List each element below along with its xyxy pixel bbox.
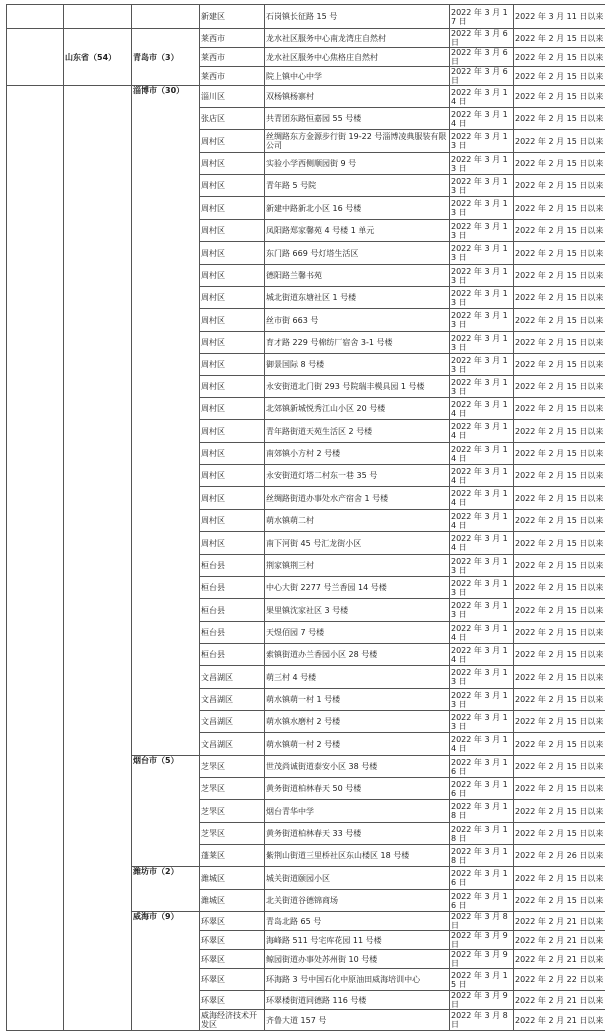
since-date-cell: 2022 年 2 月 15 日以来 bbox=[514, 622, 605, 644]
since-date-cell: 2022 年 2 月 15 日以来 bbox=[514, 800, 605, 823]
report-date-cell: 2022 年 3 月 6 日 bbox=[450, 48, 514, 67]
address-cell: 齐鲁大道 157 号 bbox=[265, 1010, 450, 1031]
report-date-cell: 2022 年 3 月 14 日 bbox=[450, 510, 514, 532]
since-date-cell: 2022 年 2 月 15 日以来 bbox=[514, 756, 605, 778]
district-cell: 周村区 bbox=[200, 532, 265, 555]
district-cell: 环翠区 bbox=[200, 912, 265, 931]
since-date-cell: 2022 年 2 月 15 日以来 bbox=[514, 86, 605, 108]
report-date-cell: 2022 年 3 月 16 日 bbox=[450, 778, 514, 800]
district-cell: 桓台县 bbox=[200, 622, 265, 644]
district-cell: 环翠区 bbox=[200, 969, 265, 991]
since-date-cell: 2022 年 2 月 21 日以来 bbox=[514, 991, 605, 1010]
since-date-cell: 2022 年 2 月 21 日以来 bbox=[514, 912, 605, 931]
address-cell: 丝绸路东方金源步行街 19-22 号淄博凌典服装有限公司 bbox=[265, 130, 450, 153]
address-cell: 萌水镇萌二村 bbox=[265, 510, 450, 532]
since-date-cell: 2022 年 2 月 15 日以来 bbox=[514, 644, 605, 666]
district-cell: 文昌湖区 bbox=[200, 733, 265, 756]
report-date-cell: 2022 年 3 月 13 日 bbox=[450, 309, 514, 332]
report-date-cell: 2022 年 3 月 13 日 bbox=[450, 689, 514, 711]
district-cell: 桓台县 bbox=[200, 599, 265, 622]
address-cell: 黄务街道柏林春天 50 号楼 bbox=[265, 778, 450, 800]
district-cell: 文昌湖区 bbox=[200, 666, 265, 689]
address-cell: 石岗镇长征路 15 号 bbox=[265, 5, 450, 29]
since-date-cell: 2022 年 2 月 15 日以来 bbox=[514, 465, 605, 487]
since-date-cell: 2022 年 2 月 15 日以来 bbox=[514, 265, 605, 287]
address-cell: 丝绸路街道办事处水产宿舍 1 号楼 bbox=[265, 487, 450, 510]
district-cell: 文昌湖区 bbox=[200, 689, 265, 711]
address-cell: 紫荆山街道三里桥社区东山楼区 18 号楼 bbox=[265, 845, 450, 867]
since-date-cell: 2022 年 2 月 15 日以来 bbox=[514, 510, 605, 532]
address-cell: 世茂尚诚街道泰安小区 38 号楼 bbox=[265, 756, 450, 778]
table-row bbox=[7, 5, 605, 29]
report-date-cell: 2022 年 3 月 14 日 bbox=[450, 487, 514, 510]
since-date-cell: 2022 年 2 月 15 日以来 bbox=[514, 666, 605, 689]
since-date-cell: 2022 年 2 月 15 日以来 bbox=[514, 220, 605, 242]
report-date-cell: 2022 年 3 月 13 日 bbox=[450, 242, 514, 265]
since-date-cell: 2022 年 2 月 15 日以来 bbox=[514, 153, 605, 175]
district-cell: 新建区 bbox=[200, 5, 265, 29]
district-cell: 周村区 bbox=[200, 130, 265, 153]
report-date-cell: 2022 年 3 月 18 日 bbox=[450, 823, 514, 845]
address-cell: 北关街道谷德锦商场 bbox=[265, 890, 450, 912]
report-date-cell: 2022 年 3 月 13 日 bbox=[450, 354, 514, 376]
report-date-cell: 2022 年 3 月 8 日 bbox=[450, 912, 514, 931]
report-date-cell: 2022 年 3 月 14 日 bbox=[450, 532, 514, 555]
since-date-cell: 2022 年 2 月 15 日以来 bbox=[514, 309, 605, 332]
district-cell: 文昌湖区 bbox=[200, 711, 265, 733]
district-cell: 环翠区 bbox=[200, 931, 265, 950]
since-date-cell: 2022 年 2 月 15 日以来 bbox=[514, 487, 605, 510]
address-cell: 实验小学西侧顺园街 9 号 bbox=[265, 153, 450, 175]
since-date-cell: 2022 年 2 月 26 日以来 bbox=[514, 845, 605, 867]
address-cell: 龙水社区服务中心焦格庄自然村 bbox=[265, 48, 450, 67]
district-cell: 莱西市 bbox=[200, 29, 265, 48]
since-date-cell: 2022 年 2 月 15 日以来 bbox=[514, 599, 605, 622]
district-cell: 桓台县 bbox=[200, 577, 265, 599]
report-date-cell: 2022 年 3 月 14 日 bbox=[450, 733, 514, 756]
report-date-cell: 2022 年 3 月 18 日 bbox=[450, 800, 514, 823]
district-cell: 周村区 bbox=[200, 420, 265, 443]
blank-cell bbox=[64, 86, 132, 1031]
blank-cell bbox=[7, 29, 64, 86]
since-date-cell: 2022 年 2 月 15 日以来 bbox=[514, 376, 605, 398]
report-date-cell: 2022 年 3 月 13 日 bbox=[450, 577, 514, 599]
address-cell: 永安街道灯塔二村东一巷 35 号 bbox=[265, 465, 450, 487]
address-cell: 环海路 3 号中国石化中原油田威海培训中心 bbox=[265, 969, 450, 991]
address-cell: 东门路 669 号灯塔生活区 bbox=[265, 242, 450, 265]
district-cell: 周村区 bbox=[200, 465, 265, 487]
since-date-cell: 2022 年 2 月 15 日以来 bbox=[514, 733, 605, 756]
report-date-cell: 2022 年 3 月 13 日 bbox=[450, 287, 514, 309]
address-cell: 青岛北路 65 号 bbox=[265, 912, 450, 931]
report-date-cell: 2022 年 3 月 13 日 bbox=[450, 220, 514, 242]
since-date-cell: 2022 年 2 月 15 日以来 bbox=[514, 711, 605, 733]
since-date-cell: 2022 年 2 月 15 日以来 bbox=[514, 67, 605, 86]
since-date-cell: 2022 年 2 月 15 日以来 bbox=[514, 197, 605, 220]
since-date-cell: 2022 年 2 月 15 日以来 bbox=[514, 823, 605, 845]
since-date-cell: 2022 年 2 月 15 日以来 bbox=[514, 332, 605, 354]
address-cell: 城北街道东塘社区 1 号楼 bbox=[265, 287, 450, 309]
address-cell: 环翠楼街道同德路 116 号楼 bbox=[265, 991, 450, 1010]
report-date-cell: 2022 年 3 月 13 日 bbox=[450, 666, 514, 689]
district-cell: 蓬莱区 bbox=[200, 845, 265, 867]
report-date-cell: 2022 年 3 月 14 日 bbox=[450, 86, 514, 108]
since-date-cell: 2022 年 2 月 15 日以来 bbox=[514, 242, 605, 265]
report-date-cell: 2022 年 3 月 14 日 bbox=[450, 465, 514, 487]
address-cell: 永安街道北门街 293 号院瑞丰模具园 1 号楼 bbox=[265, 376, 450, 398]
district-cell: 淄川区 bbox=[200, 86, 265, 108]
report-date-cell: 2022 年 3 月 8 日 bbox=[450, 1010, 514, 1031]
district-cell: 桓台县 bbox=[200, 644, 265, 666]
address-cell: 烟台青华中学 bbox=[265, 800, 450, 823]
district-cell: 桓台县 bbox=[200, 555, 265, 577]
district-cell: 潍城区 bbox=[200, 890, 265, 912]
district-cell: 周村区 bbox=[200, 510, 265, 532]
report-date-cell: 2022 年 3 月 13 日 bbox=[450, 599, 514, 622]
report-date-cell: 2022 年 3 月 14 日 bbox=[450, 443, 514, 465]
district-cell: 周村区 bbox=[200, 287, 265, 309]
blank-cell bbox=[132, 5, 200, 29]
report-date-cell: 2022 年 3 月 13 日 bbox=[450, 197, 514, 220]
address-cell: 鲸园街道办事处苏州街 10 号楼 bbox=[265, 950, 450, 969]
district-cell: 张店区 bbox=[200, 108, 265, 130]
district-cell: 芝罘区 bbox=[200, 756, 265, 778]
since-date-cell: 2022 年 2 月 15 日以来 bbox=[514, 867, 605, 890]
city-cell: 淄博市（30） bbox=[132, 86, 200, 756]
report-date-cell: 2022 年 3 月 14 日 bbox=[450, 398, 514, 420]
since-date-cell: 2022 年 3 月 11 日以来 bbox=[514, 5, 605, 29]
risk-area-table bbox=[6, 4, 605, 1031]
district-cell: 周村区 bbox=[200, 398, 265, 420]
since-date-cell: 2022 年 2 月 21 日以来 bbox=[514, 950, 605, 969]
since-date-cell: 2022 年 2 月 15 日以来 bbox=[514, 778, 605, 800]
district-cell: 周村区 bbox=[200, 354, 265, 376]
report-date-cell: 2022 年 3 月 9 日 bbox=[450, 931, 514, 950]
district-cell: 周村区 bbox=[200, 153, 265, 175]
province-cell: 山东省（54） bbox=[64, 29, 132, 86]
address-cell: 青年路 5 号院 bbox=[265, 175, 450, 197]
address-cell: 海峰路 511 号宅库花园 11 号楼 bbox=[265, 931, 450, 950]
district-cell: 周村区 bbox=[200, 332, 265, 354]
report-date-cell: 2022 年 3 月 13 日 bbox=[450, 376, 514, 398]
district-cell: 莱西市 bbox=[200, 48, 265, 67]
report-date-cell: 2022 年 3 月 13 日 bbox=[450, 332, 514, 354]
address-cell: 青年路街道天苑生活区 2 号楼 bbox=[265, 420, 450, 443]
since-date-cell: 2022 年 2 月 15 日以来 bbox=[514, 420, 605, 443]
district-cell: 周村区 bbox=[200, 220, 265, 242]
since-date-cell: 2022 年 2 月 15 日以来 bbox=[514, 108, 605, 130]
address-cell: 黄务街道柏林春天 33 号楼 bbox=[265, 823, 450, 845]
district-cell: 潍城区 bbox=[200, 867, 265, 890]
district-cell: 威海经济技术开发区 bbox=[200, 1010, 265, 1031]
report-date-cell: 2022 年 3 月 13 日 bbox=[450, 175, 514, 197]
since-date-cell: 2022 年 2 月 15 日以来 bbox=[514, 175, 605, 197]
report-date-cell: 2022 年 3 月 13 日 bbox=[450, 265, 514, 287]
city-cell: 潍坊市（2） bbox=[132, 867, 200, 912]
since-date-cell: 2022 年 2 月 15 日以来 bbox=[514, 29, 605, 48]
address-cell: 院上镇中心中学 bbox=[265, 67, 450, 86]
district-cell: 芝罘区 bbox=[200, 800, 265, 823]
table-row bbox=[7, 86, 605, 108]
address-cell: 萌水镇萌一村 2 号楼 bbox=[265, 733, 450, 756]
address-cell: 南下河街 45 号汇龙街小区 bbox=[265, 532, 450, 555]
report-date-cell: 2022 年 3 月 6 日 bbox=[450, 29, 514, 48]
district-cell: 周村区 bbox=[200, 443, 265, 465]
address-cell: 萌水镇萌一村 1 号楼 bbox=[265, 689, 450, 711]
report-date-cell: 2022 年 3 月 16 日 bbox=[450, 890, 514, 912]
since-date-cell: 2022 年 2 月 15 日以来 bbox=[514, 532, 605, 555]
report-date-cell: 2022 年 3 月 15 日 bbox=[450, 969, 514, 991]
district-cell: 周村区 bbox=[200, 265, 265, 287]
city-cell: 烟台市（5） bbox=[132, 756, 200, 867]
address-cell: 丝市街 663 号 bbox=[265, 309, 450, 332]
report-date-cell: 2022 年 3 月 14 日 bbox=[450, 108, 514, 130]
city-cell: 青岛市（3） bbox=[132, 29, 200, 86]
report-date-cell: 2022 年 3 月 14 日 bbox=[450, 420, 514, 443]
report-date-cell: 2022 年 3 月 13 日 bbox=[450, 130, 514, 153]
address-cell: 天煜佰园 7 号楼 bbox=[265, 622, 450, 644]
report-date-cell: 2022 年 3 月 13 日 bbox=[450, 555, 514, 577]
district-cell: 周村区 bbox=[200, 242, 265, 265]
since-date-cell: 2022 年 2 月 15 日以来 bbox=[514, 443, 605, 465]
since-date-cell: 2022 年 2 月 15 日以来 bbox=[514, 689, 605, 711]
district-cell: 芝罘区 bbox=[200, 823, 265, 845]
since-date-cell: 2022 年 2 月 22 日以来 bbox=[514, 969, 605, 991]
address-cell: 萌水镇水磨村 2 号楼 bbox=[265, 711, 450, 733]
district-cell: 周村区 bbox=[200, 309, 265, 332]
address-cell: 果里镇沈家社区 3 号楼 bbox=[265, 599, 450, 622]
address-cell: 北郊镇新城悦秀江山小区 20 号楼 bbox=[265, 398, 450, 420]
since-date-cell: 2022 年 2 月 15 日以来 bbox=[514, 555, 605, 577]
report-date-cell: 2022 年 3 月 17 日 bbox=[450, 5, 514, 29]
since-date-cell: 2022 年 2 月 15 日以来 bbox=[514, 890, 605, 912]
since-date-cell: 2022 年 2 月 15 日以来 bbox=[514, 354, 605, 376]
since-date-cell: 2022 年 2 月 21 日以来 bbox=[514, 931, 605, 950]
address-cell: 御景国际 8 号楼 bbox=[265, 354, 450, 376]
address-cell: 中心大街 2277 号兰香园 14 号楼 bbox=[265, 577, 450, 599]
address-cell: 德阳路兰馨书苑 bbox=[265, 265, 450, 287]
address-cell: 新建中路新北小区 16 号楼 bbox=[265, 197, 450, 220]
table-row bbox=[7, 29, 605, 48]
address-cell: 双杨镇杨寨村 bbox=[265, 86, 450, 108]
address-cell: 荆家镇荆三村 bbox=[265, 555, 450, 577]
since-date-cell: 2022 年 2 月 15 日以来 bbox=[514, 577, 605, 599]
report-date-cell: 2022 年 3 月 9 日 bbox=[450, 991, 514, 1010]
since-date-cell: 2022 年 2 月 21 日以来 bbox=[514, 1010, 605, 1031]
report-date-cell: 2022 年 3 月 13 日 bbox=[450, 153, 514, 175]
blank-cell bbox=[7, 86, 64, 1031]
city-cell: 威海市（9） bbox=[132, 912, 200, 1031]
since-date-cell: 2022 年 2 月 15 日以来 bbox=[514, 287, 605, 309]
address-cell: 共青团东路恒嘉园 55 号楼 bbox=[265, 108, 450, 130]
since-date-cell: 2022 年 2 月 15 日以来 bbox=[514, 398, 605, 420]
report-date-cell: 2022 年 3 月 6 日 bbox=[450, 67, 514, 86]
district-cell: 环翠区 bbox=[200, 991, 265, 1010]
district-cell: 周村区 bbox=[200, 487, 265, 510]
address-cell: 凤阳路郑家馨苑 4 号楼 1 单元 bbox=[265, 220, 450, 242]
address-cell: 城关街道颐园小区 bbox=[265, 867, 450, 890]
address-cell: 育才路 229 号棉纺厂宿舍 3-1 号楼 bbox=[265, 332, 450, 354]
blank-cell bbox=[64, 5, 132, 29]
district-cell: 周村区 bbox=[200, 175, 265, 197]
address-cell: 南郊镇小方村 2 号楼 bbox=[265, 443, 450, 465]
report-date-cell: 2022 年 3 月 14 日 bbox=[450, 622, 514, 644]
report-date-cell: 2022 年 3 月 14 日 bbox=[450, 644, 514, 666]
address-cell: 萌三村 4 号楼 bbox=[265, 666, 450, 689]
district-cell: 周村区 bbox=[200, 376, 265, 398]
district-cell: 莱西市 bbox=[200, 67, 265, 86]
since-date-cell: 2022 年 2 月 15 日以来 bbox=[514, 48, 605, 67]
report-date-cell: 2022 年 3 月 9 日 bbox=[450, 950, 514, 969]
blank-cell bbox=[7, 5, 64, 29]
district-cell: 芝罘区 bbox=[200, 778, 265, 800]
district-cell: 环翠区 bbox=[200, 950, 265, 969]
report-date-cell: 2022 年 3 月 18 日 bbox=[450, 845, 514, 867]
address-cell: 索镇街道办兰香园小区 28 号楼 bbox=[265, 644, 450, 666]
since-date-cell: 2022 年 2 月 15 日以来 bbox=[514, 130, 605, 153]
report-date-cell: 2022 年 3 月 13 日 bbox=[450, 711, 514, 733]
district-cell: 周村区 bbox=[200, 197, 265, 220]
report-date-cell: 2022 年 3 月 16 日 bbox=[450, 756, 514, 778]
report-date-cell: 2022 年 3 月 16 日 bbox=[450, 867, 514, 890]
address-cell: 龙水社区服务中心南龙湾庄自然村 bbox=[265, 29, 450, 48]
